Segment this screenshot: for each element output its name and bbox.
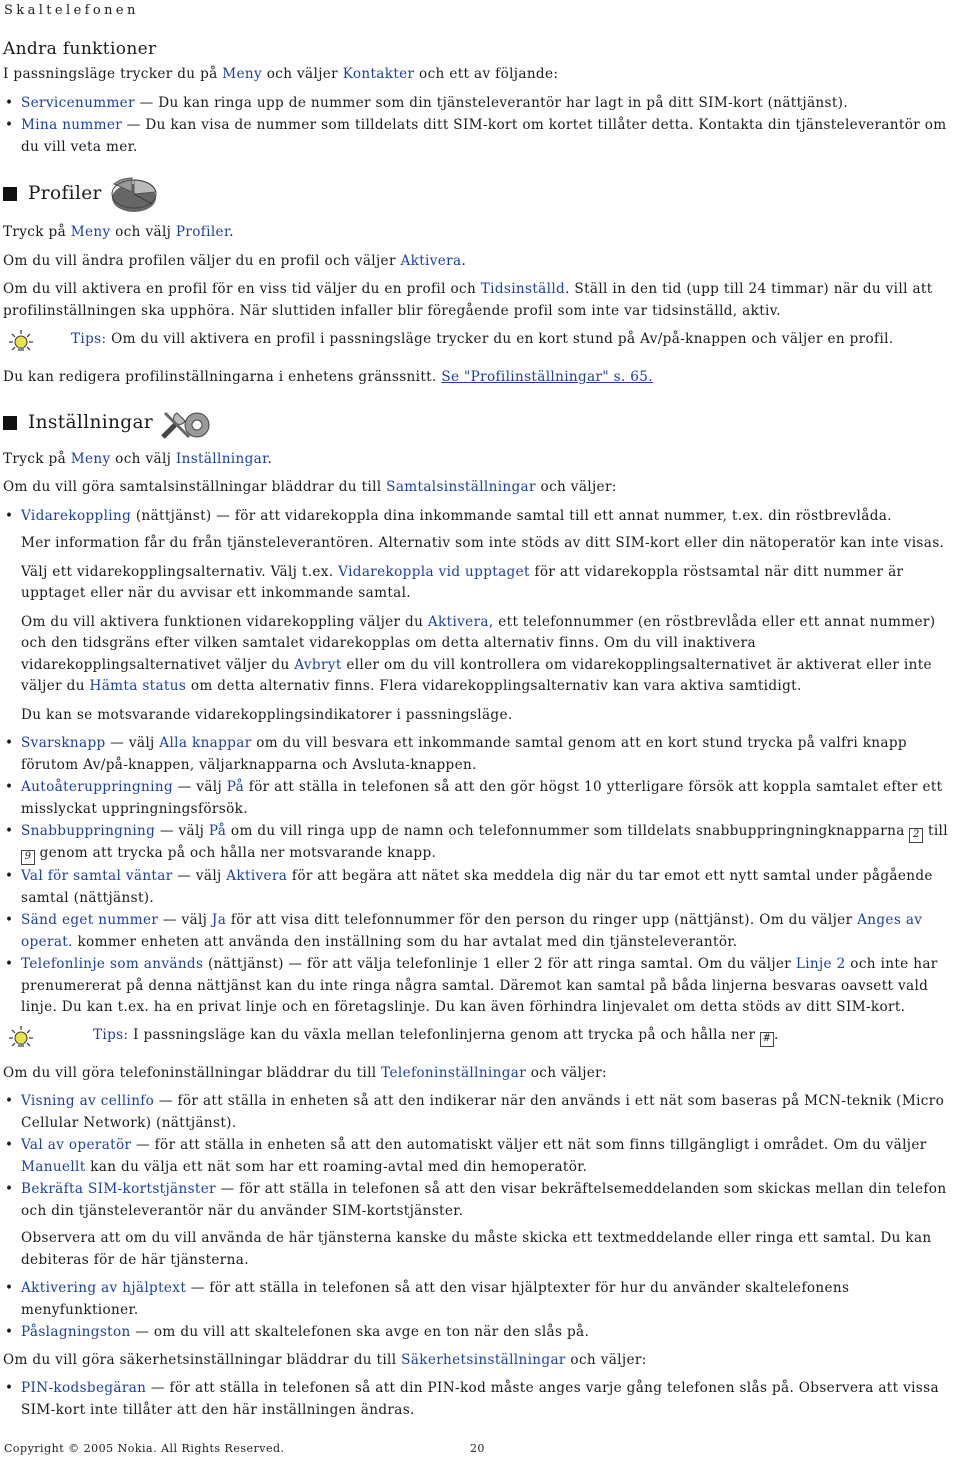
list-item: • Val av operatör — för att ställa in enheten så att den automatiskt väljer ett nät som finns tillgängligt i området. Om du väljer Manuellt kan du välja ett nät som har ett roaming-avtal med din hemoperatör.: [3, 1135, 955, 1178]
section-profiler-heading: [3, 172, 955, 216]
list-item: • Svarsknapp — välj Alla knappar om du vill besvara ett inkommande samtal genom att en kort stund trycka på valfri knapp förutom Av/på-knappen, väljarknapparna och Avsluta-knappen.: [3, 733, 955, 776]
phone-settings-list: [3, 1091, 955, 1222]
list-item: • Sänd eget nummer — välj Ja för att visa ditt telefonnummer för den person du ringer upp (nättjänst). Om du väljer Anges av operat. kommer enheten att använda den inställning som du har avtalat med din tjänsteleverantör.: [3, 910, 955, 953]
phone-settings-list-2: [3, 1278, 955, 1344]
heading-andra-funktioner: Andra funktioner: [3, 39, 157, 59]
call-settings-list: [3, 506, 955, 528]
tip-text: Tips: Om du vill aktivera en profil i passningsläge trycker du en kort stund på Av/på-knappen och väljer en profil.: [71, 331, 894, 347]
profiler-p1: Tryck på Meny och välj Profiler.: [3, 224, 234, 240]
call-settings-list-2: [3, 733, 955, 1019]
document-body: [3, 38, 955, 1427]
heading-installningar: Inställningar: [28, 411, 154, 433]
tip-profiler: [3, 329, 955, 357]
lightbulb-icon: [3, 1025, 39, 1053]
andra-intro: I passningsläge trycker du på Meny och väljer Kontakter och ett av följande:: [3, 66, 559, 82]
inst-p4: Om du vill göra säkerhetsinställningar bläddrar du till Säkerhetsinställningar och väljer:: [3, 1351, 647, 1368]
section-marker-icon: [3, 416, 17, 430]
profiles-pie-icon: [108, 172, 160, 216]
list-item: • Visning av cellinfo — för att ställa in enheten så att den indikerar när den används i ett nät som baseras på MCN-teknik (Micro Cellular Network) (nättjänst).: [3, 1091, 955, 1134]
tip-text: Tips: I passningsläge kan du växla mellan telefonlinjerna genom att trycka på och hålla ner # .: [93, 1025, 779, 1047]
vk-p3: Om du vill aktivera funktionen vidarekoppling väljer du Aktivera, ett telefonnummer (en röstbrevlåda eller ett annat nummer) och den tidsgräns efter vilken samtalet vidarekopplas om detta alternativ finns. Om du vill inaktivera vidarekopplingsalternativet väljer du Avbryt eller om du vill kontrollera om vidarekopplingsalternativet är aktiverat eller inte väljer du Hämta status om detta alternativ finns. Flera vidarekopplingsalternativ kan vara aktiva samtidigt.: [21, 613, 936, 694]
profiler-p4: Du kan redigera profilinställningarna i enhetens gränssnitt. Se "Profilinställningar" s. 65.: [3, 369, 653, 385]
list-item: • Servicenummer — Du kan ringa upp de nummer som din tjänsteleverantör har lagt in på ditt SIM-kort (nättjänst).: [3, 93, 955, 115]
list-item: • Val för samtal väntar — välj Aktivera för att begära att nätet ska meddela dig när du tar emot ett nytt samtal under pågående samtal (nättjänst).: [3, 866, 955, 909]
settings-tools-icon: [159, 403, 215, 443]
security-settings-list: [3, 1378, 955, 1421]
inst-p1: Tryck på Meny och välj Inställningar.: [3, 450, 273, 467]
section-installningar-heading: [3, 403, 955, 443]
vk-p1: Mer information får du från tjänsteleverantören. Alternativ som inte stöds av ditt SIM-kort eller din nätoperatör kan inte visas.: [21, 535, 945, 551]
andra-list: [3, 93, 955, 159]
page-number: 20: [470, 1442, 485, 1455]
footer-copyright: Copyright © 2005 Nokia. All Rights Reserved.: [4, 1442, 285, 1455]
list-item: • Påslagningston — om du vill att skaltelefonen ska avge en ton när den slås på.: [3, 1322, 955, 1344]
list-item: • Autoåteruppringning — välj På för att ställa in telefonen så att den gör högst 10 ytterligare försök att koppla samtalet efter ett misslyckat uppringningsförsök.: [3, 777, 955, 820]
link-profilinstallningar[interactable]: Se "Profilinställningar" s. 65.: [441, 369, 653, 385]
bek-p: Observera att om du vill använda de här tjänsterna kanske du måste skicka ett textmeddelande eller ringa ett samtal. Du kan debiteras för de här tjänsterna.: [21, 1230, 932, 1268]
heading-profiler: Profiler: [28, 183, 102, 205]
vk-p2: Välj ett vidarekopplingsalternativ. Välj t.ex. Vidarekoppla vid upptaget för att vidarekoppla röstsamtal när ditt nummer är upptaget eller när du avvisar ett inkommande samtal.: [21, 563, 904, 601]
tip-telefonlinje: [3, 1025, 955, 1053]
list-item: • Bekräfta SIM-kortstjänster — för att ställa in telefonen så att den visar bekräftelsemeddelanden som skickas mellan din telefon och din tjänsteleverantör när du använder SIM-kortstjänster.: [3, 1179, 955, 1222]
running-header: Skaltelefonen: [4, 3, 139, 18]
list-item: • Snabbuppringning — välj På om du vill ringa upp de namn och telefonnummer som tilldelats snabbuppringningknapparna 2 till 9 genom att trycka på och hålla ner motsvarande knapp.: [3, 821, 955, 865]
list-item: • Aktivering av hjälptext — för att ställa in telefonen så att den visar hjälptexter för hur du använder skaltelefonens menyfunktioner.: [3, 1278, 955, 1321]
vk-p4: Du kan se motsvarande vidarekopplingsindikatorer i passningsläge.: [21, 706, 513, 723]
list-item: • Vidarekoppling (nättjänst) — för att vidarekoppla dina inkommande samtal till ett annat nummer, t.ex. din röstbrevlåda.: [3, 506, 955, 528]
key-9-icon: 9: [21, 850, 35, 865]
lightbulb-icon: [3, 329, 39, 357]
key-hash-icon: #: [760, 1032, 774, 1047]
list-item: • Telefonlinje som används (nättjänst) — för att välja telefonlinje 1 eller 2 för att ringa samtal. Om du väljer Linje 2 och inte har prenumererat på denna nättjänst kan du inte ringa några samtal. Däremot kan samtal på båda linjerna besvaras oavsett vald linje. Du kan t.ex. ha en privat linje och en företagslinje. Du kan även förhindra linjevalet om detta stöds av ditt SIM-kort.: [3, 954, 955, 1019]
profiler-p3: Om du vill aktivera en profil för en viss tid väljer du en profil och Tidsinställd. Ställ in den tid (upp till 24 timmar) när du vill att profilinställningen ska upphöra. När sluttiden infaller blir föregående profil som inte var tidsinställd, aktiv.: [3, 281, 933, 319]
inst-p2: Om du vill göra samtalsinställningar bläddrar du till Samtalsinställningar och väljer:: [3, 479, 617, 495]
list-item: • Mina nummer — Du kan visa de nummer som tilldelats ditt SIM-kort om kortet tillåter detta. Kontakta din tjänsteleverantör om du vill veta mer.: [3, 115, 955, 158]
profiler-p2: Om du vill ändra profilen väljer du en profil och väljer Aktivera.: [3, 252, 467, 269]
key-2-icon: 2: [909, 828, 923, 843]
section-marker-icon: [3, 187, 17, 201]
inst-p3: Om du vill göra telefoninställningar bläddrar du till Telefoninställningar och väljer:: [3, 1064, 607, 1081]
list-item: • PIN-kodsbegäran — för att ställa in telefonen så att din PIN-kod måste anges varje gång telefonen slås på. Observera att vissa SIM-kort inte tillåter att den här inställningen ändras.: [3, 1378, 955, 1421]
